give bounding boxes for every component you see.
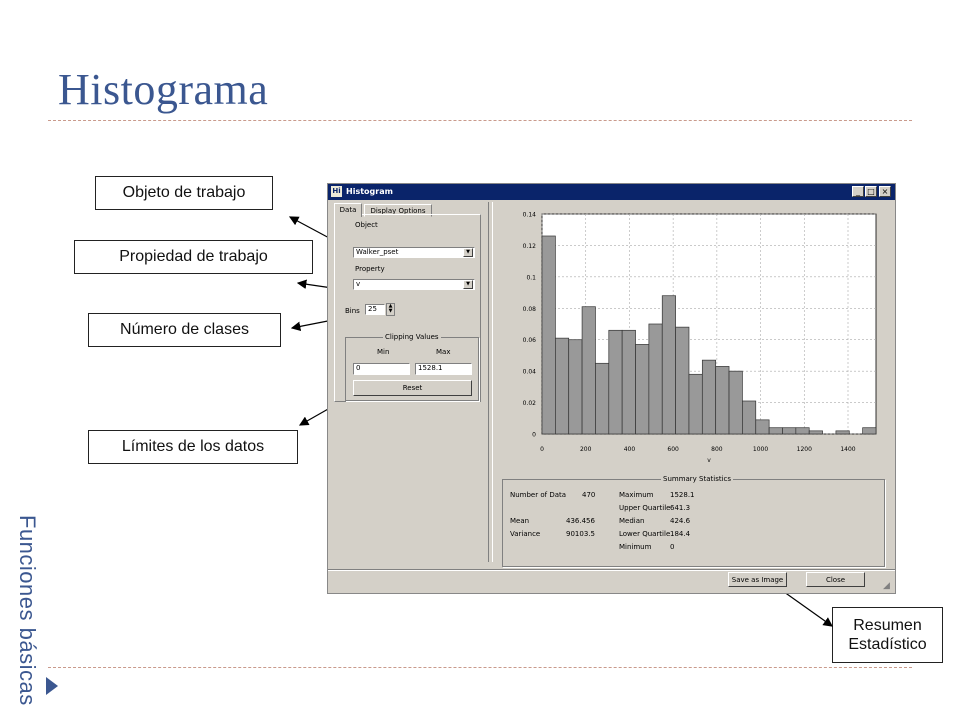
y-tick-label: 0.12 xyxy=(522,242,536,250)
variance-value: 90103.5 xyxy=(566,530,595,538)
histogram-bar xyxy=(555,338,568,434)
variance-label: Variance xyxy=(510,530,541,538)
tab-display-options[interactable]: Display Options xyxy=(364,204,432,217)
histogram-bar xyxy=(769,428,782,434)
maximum-value: 1528.1 xyxy=(670,491,695,499)
histogram-bar xyxy=(636,344,649,434)
object-label: Object xyxy=(355,221,378,229)
window-titlebar[interactable] xyxy=(328,184,895,200)
histogram-bar xyxy=(676,327,689,434)
x-tick-label: 200 xyxy=(579,446,592,453)
tab-data[interactable]: Data xyxy=(334,203,362,217)
bins-label: Bins xyxy=(345,307,360,315)
y-tick-label: 0.02 xyxy=(522,400,536,408)
summary-statistics-title: Summary Statistics xyxy=(663,475,732,483)
save-as-image-button[interactable]: Save as Image xyxy=(728,572,787,587)
median-value: 424.6 xyxy=(670,517,691,525)
callout-propiedad: Propiedad de trabajo xyxy=(74,240,313,274)
histogram-bar xyxy=(582,307,595,434)
property-select-value: v xyxy=(356,280,361,288)
property-select[interactable] xyxy=(353,279,475,290)
property-dropdown-icon[interactable]: ▼ xyxy=(463,280,473,289)
x-tick-label: 400 xyxy=(623,446,636,453)
bins-spinner-icon[interactable]: ▲ ▼ xyxy=(386,303,395,316)
mean-value: 436.456 xyxy=(566,517,595,525)
resize-grip-icon[interactable]: ◢ xyxy=(883,581,890,591)
clipping-values-title: Clipping Values xyxy=(385,333,439,341)
x-tick-label: 0 xyxy=(540,446,544,453)
lower-quartile-label: Lower Quartile xyxy=(619,530,671,538)
y-tick-label: 0 xyxy=(532,431,536,439)
histogram-bar xyxy=(569,340,582,434)
object-select-value: Walker_pset xyxy=(356,248,399,256)
min-input[interactable]: 0 xyxy=(353,363,410,375)
minimize-button[interactable]: _ xyxy=(852,186,864,197)
histogram-bar xyxy=(742,401,755,434)
maximize-button[interactable]: □ xyxy=(865,186,877,197)
minimum-label: Minimum xyxy=(619,543,652,551)
reset-button[interactable]: Reset xyxy=(353,380,472,396)
histogram-bar xyxy=(622,330,635,434)
max-input[interactable]: 1528.1 xyxy=(415,363,472,375)
number-of-data-label: Number of Data xyxy=(510,491,567,499)
object-dropdown-icon[interactable]: ▼ xyxy=(463,248,473,257)
histogram-bar xyxy=(662,296,675,434)
median-label: Median xyxy=(619,517,645,525)
y-tick-label: 0.08 xyxy=(522,305,536,313)
callout-limites: Límites de los datos xyxy=(88,430,298,464)
x-tick-label: 800 xyxy=(711,446,723,453)
mean-label: Mean xyxy=(510,517,530,525)
histogram-bar xyxy=(716,366,729,434)
x-tick-label: 1200 xyxy=(796,446,812,453)
histogram-bar xyxy=(809,431,822,434)
slide-title: Histograma xyxy=(58,65,269,114)
histogram-chart xyxy=(500,206,888,468)
side-label-text: Funciones básicas xyxy=(15,515,40,706)
data-tab-panel xyxy=(334,214,481,402)
y-tick-label: 0.06 xyxy=(522,337,536,345)
x-axis-label: v xyxy=(707,457,711,464)
x-tick-label: 1000 xyxy=(752,446,769,453)
histogram-bar xyxy=(689,374,702,434)
callout-resumen: Resumen Estadístico xyxy=(832,607,943,663)
min-label: Min xyxy=(377,348,390,356)
property-label: Property xyxy=(355,265,385,273)
histogram-bar xyxy=(609,330,622,434)
close-window-button[interactable]: × xyxy=(879,186,891,197)
histogram-window xyxy=(327,183,896,594)
minimum-value: 0 xyxy=(670,543,675,551)
maximum-label: Maximum xyxy=(619,491,654,499)
y-tick-label: 0.1 xyxy=(526,274,536,282)
upper-quartile-label: Upper Quartile xyxy=(619,504,671,512)
x-tick-label: 600 xyxy=(667,446,679,453)
number-of-data-value: 470 xyxy=(582,491,596,499)
x-tick-label: 1400 xyxy=(840,446,856,453)
histogram-bar xyxy=(702,360,715,434)
window-title: Histogram xyxy=(346,187,393,196)
app-icon: Hi xyxy=(332,187,341,195)
bins-input[interactable]: 25 xyxy=(365,304,385,315)
histogram-bar xyxy=(729,371,742,434)
histogram-bar xyxy=(836,431,849,434)
footer-separator xyxy=(328,569,895,571)
callout-clases: Número de clases xyxy=(88,313,281,347)
histogram-bar xyxy=(796,428,809,434)
callout-objeto: Objeto de trabajo xyxy=(95,176,273,210)
histogram-bar xyxy=(649,324,662,434)
y-tick-label: 0.04 xyxy=(522,368,536,376)
histogram-bar xyxy=(542,236,555,434)
y-tick-label: 0.14 xyxy=(522,211,536,219)
upper-quartile-value: 641.3 xyxy=(670,504,691,512)
histogram-bar xyxy=(595,363,608,434)
max-label: Max xyxy=(436,348,451,356)
histogram-bar xyxy=(756,420,769,434)
panel-splitter[interactable] xyxy=(488,202,493,562)
close-button[interactable]: Close xyxy=(806,572,865,587)
histogram-bar xyxy=(863,428,876,434)
histogram-bar xyxy=(782,428,795,434)
object-select[interactable] xyxy=(353,247,475,258)
lower-quartile-value: 184.4 xyxy=(670,530,691,538)
